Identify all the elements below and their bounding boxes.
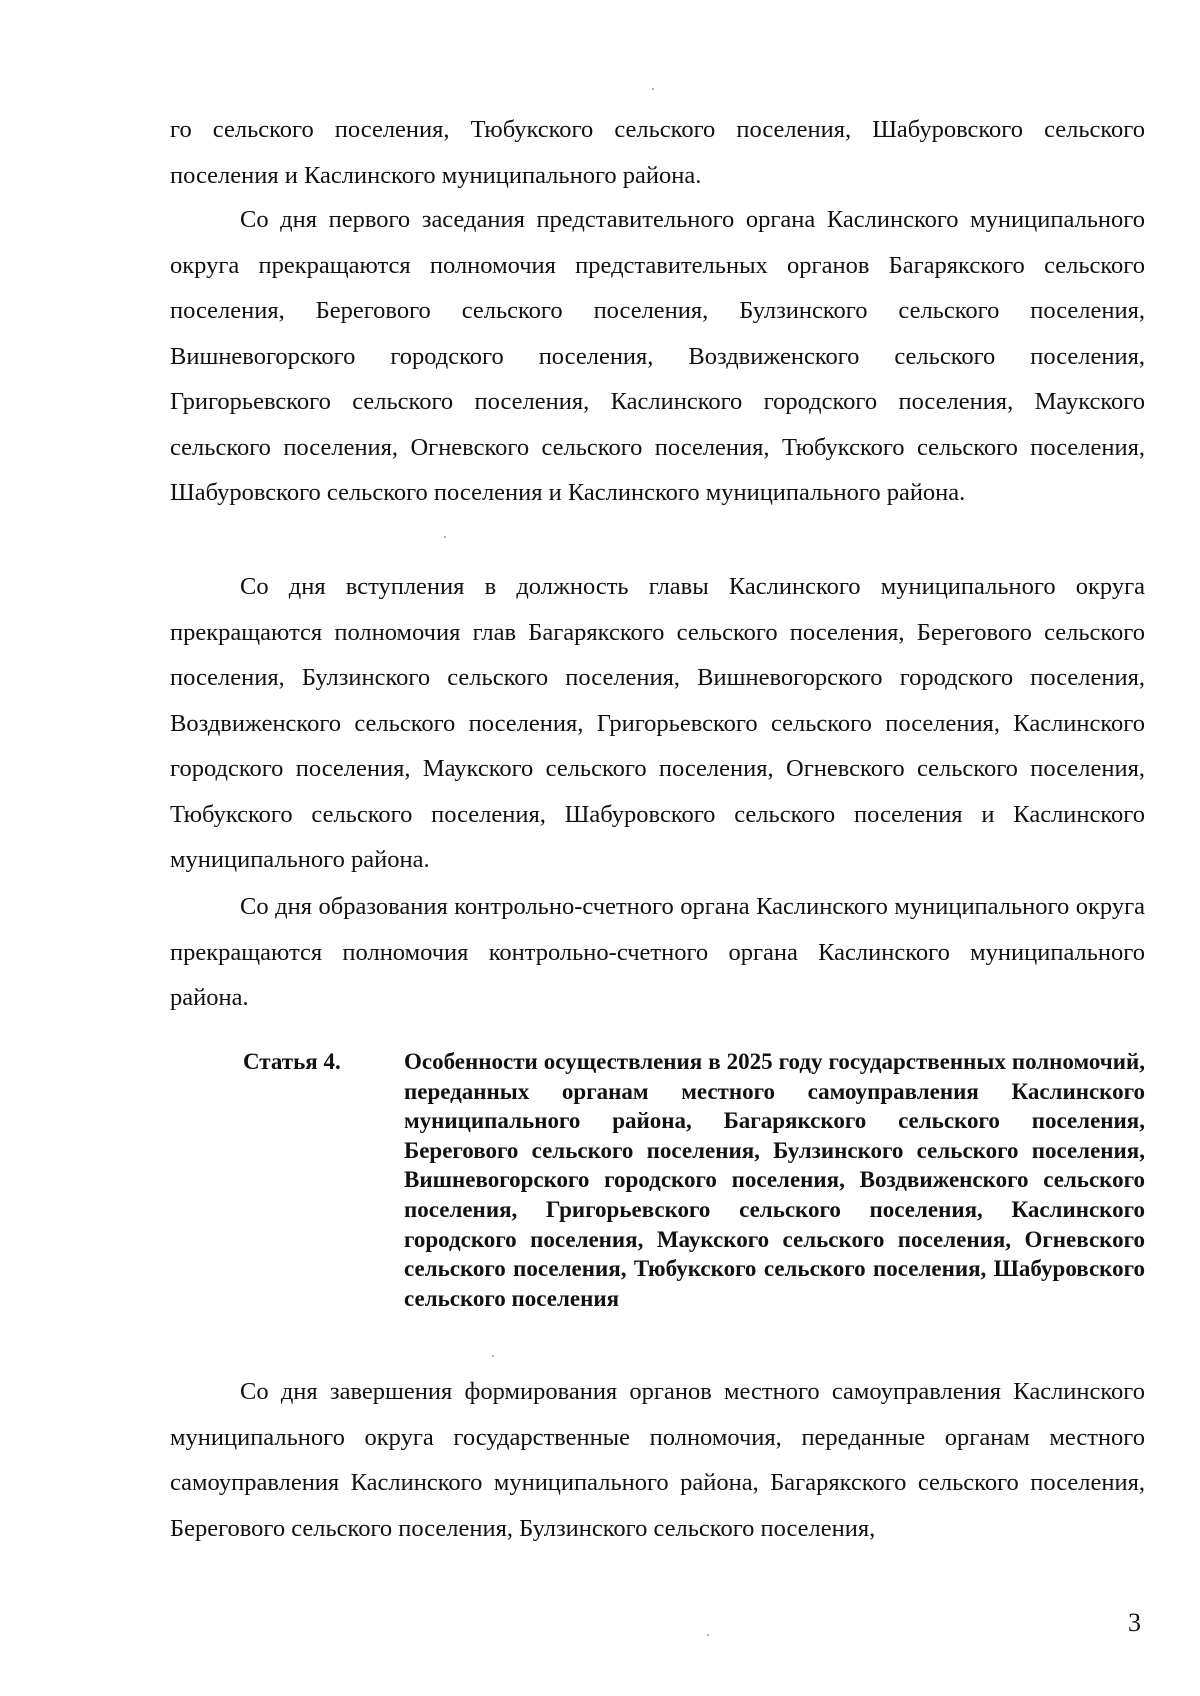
paragraph-representative-body: Со дня первого заседания представительного органа Каслинского муниципального округа прекращаются полномочия представительных органов Багарякского сельского поселения, Берегового сельского поселения, Булзинского сельского поселения, Вишневогорского городского поселения, Воздвиженского сельского поселения, Григорьевского сельского поселения, Каслинского городского поселения, Маукского сельского поселения, Огневского сельского поселения, Тюбукского сельского поселения, Шабуровского сельского поселения и Каслинского муниципального района. bbox=[170, 206, 1145, 506]
paragraph-audit-body: Со дня образования контрольно-счетного органа Каслинского муниципального округа прекращаются полномочия контрольно-счетного органа Каслинского муниципального района. bbox=[170, 893, 1145, 1011]
scan-speck bbox=[652, 88, 654, 90]
paragraph-article-4-body: Со дня завершения формирования органов местного самоуправления Каслинского муниципального округа государственные полномочия, переданные органам местного самоуправления Каслинского муниципального района, Багарякского сельского поселения, Берегового сельского поселения, Булзинского сельского поселения, bbox=[170, 1378, 1145, 1542]
scan-speck bbox=[492, 1355, 494, 1357]
scan-speck bbox=[707, 1634, 709, 1636]
page-number: 3 bbox=[1128, 1608, 1141, 1637]
article-title: Особенности осуществления в 2025 году государственных полномочий, переданных органам местного самоуправления Каслинского муниципального района, Багарякского сельского поселения, Берегового сельского поселения, Булзинского сельского поселения, Вишневогорского городского поселения, Воздвиженского сельского поселения, Григорьевского сельского поселения, Каслинского городского поселения, Маукского сельского поселения, Огневского сельского поселения, Тюбукского сельского поселения, Шабуровского сельского поселения bbox=[404, 1049, 1145, 1311]
paragraph-continuation: го сельского поселения, Тюбукского сельского поселения, Шабуровского сельского поселения и Каслинского муниципального района. bbox=[170, 116, 1145, 189]
article-label: Статья 4. bbox=[243, 1049, 341, 1074]
paragraph-head-of-district: Со дня вступления в должность главы Каслинского муниципального округа прекращаются полномочия глав Багарякского сельского поселения, Берегового сельского поселения, Булзинского сельского поселения, Вишневогорского городского поселения, Воздвиженского сельского поселения, Григорьевского сельского поселения, Каслинского городского поселения, Маукского сельского поселения, Огневского сельского поселения, Тюбукского сельского поселения, Шабуровского сельского поселения и Каслинского муниципального района. bbox=[170, 573, 1145, 873]
scan-speck bbox=[444, 536, 446, 538]
